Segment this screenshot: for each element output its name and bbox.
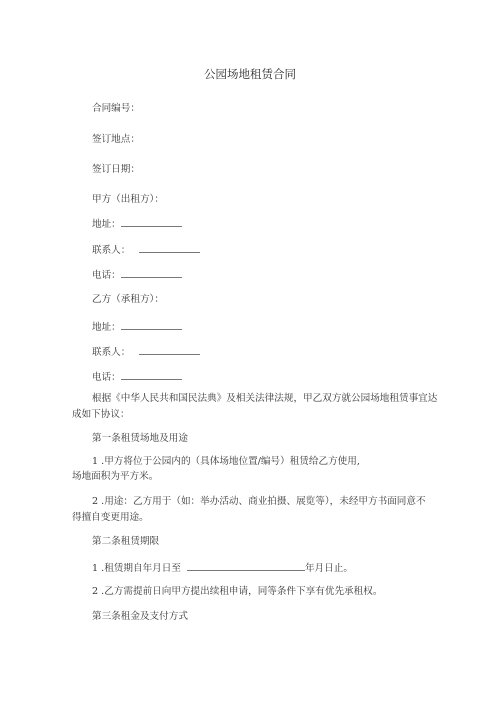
party-a-phone-blank <box>121 268 182 278</box>
article-1-item-2-line-1: 2 .用途：乙方用于（如：举办活动、商业拍摄、展览等），未经甲方书面同意不 <box>92 496 426 507</box>
article-2-heading: 第二条租赁期限 <box>92 536 160 547</box>
party-a-contact-row <box>92 243 200 257</box>
article-2-item-1 <box>92 561 353 575</box>
party-a-phone-row <box>92 268 182 282</box>
party-a-contact-blank <box>139 243 200 253</box>
party-b-address-label: 地址： <box>92 322 121 333</box>
article-1-heading: 第一条租赁场地及用途 <box>92 433 188 444</box>
party-a-address-blank <box>121 217 182 227</box>
intro-paragraph-line-1: 根据《中华人民共和国民法典》及相关法律法规，甲乙双方就公园场地租赁事宜达 <box>92 393 438 404</box>
party-a-address-row <box>92 217 182 231</box>
party-b-heading: 乙方（承租方）： <box>92 294 164 305</box>
party-b-phone-label: 电话： <box>92 372 121 383</box>
party-b-phone-blank <box>121 370 182 380</box>
party-a-address-label: 地址： <box>92 219 121 230</box>
article-1-item-1-line-1: 1 .甲方将位于公园内的（具体场地位置/编号）租赁给乙方使用, <box>92 456 360 467</box>
party-a-contact-label: 联系人： <box>92 245 131 256</box>
party-b-address-blank <box>121 320 182 330</box>
party-b-address-row <box>92 320 182 334</box>
party-b-contact-blank <box>139 345 200 355</box>
party-b-phone-row <box>92 370 182 384</box>
document-title: 公园场地租赁合同 <box>204 67 296 81</box>
article-1-item-1-line-2: 场地面积为平方米。 <box>72 471 159 482</box>
party-b-contact-row <box>92 345 200 359</box>
contract-number-label: 合同编号： <box>92 103 140 114</box>
article-1-item-2-line-2: 得擅自变更用途。 <box>72 512 149 523</box>
intro-paragraph-line-2: 成如下协议： <box>72 409 130 420</box>
party-a-heading: 甲方（出租方）： <box>92 194 164 205</box>
article-2-item-1-prefix: 1 .租赁期自年月日至 <box>92 563 181 574</box>
signing-place-label: 签订地点： <box>92 134 140 145</box>
signing-date-label: 签订日期： <box>92 164 140 175</box>
article-2-item-1-suffix: 年月日止。 <box>304 563 353 574</box>
party-b-contact-label: 联系人： <box>92 347 131 358</box>
lease-end-date-blank <box>187 561 305 571</box>
party-a-phone-label: 电话： <box>92 270 121 281</box>
article-2-item-2: 2 .乙方需提前日向甲方提出续租申请，同等条件下享有优先承租权。 <box>92 586 383 597</box>
article-3-heading: 第三条租金及支付方式 <box>92 611 188 622</box>
